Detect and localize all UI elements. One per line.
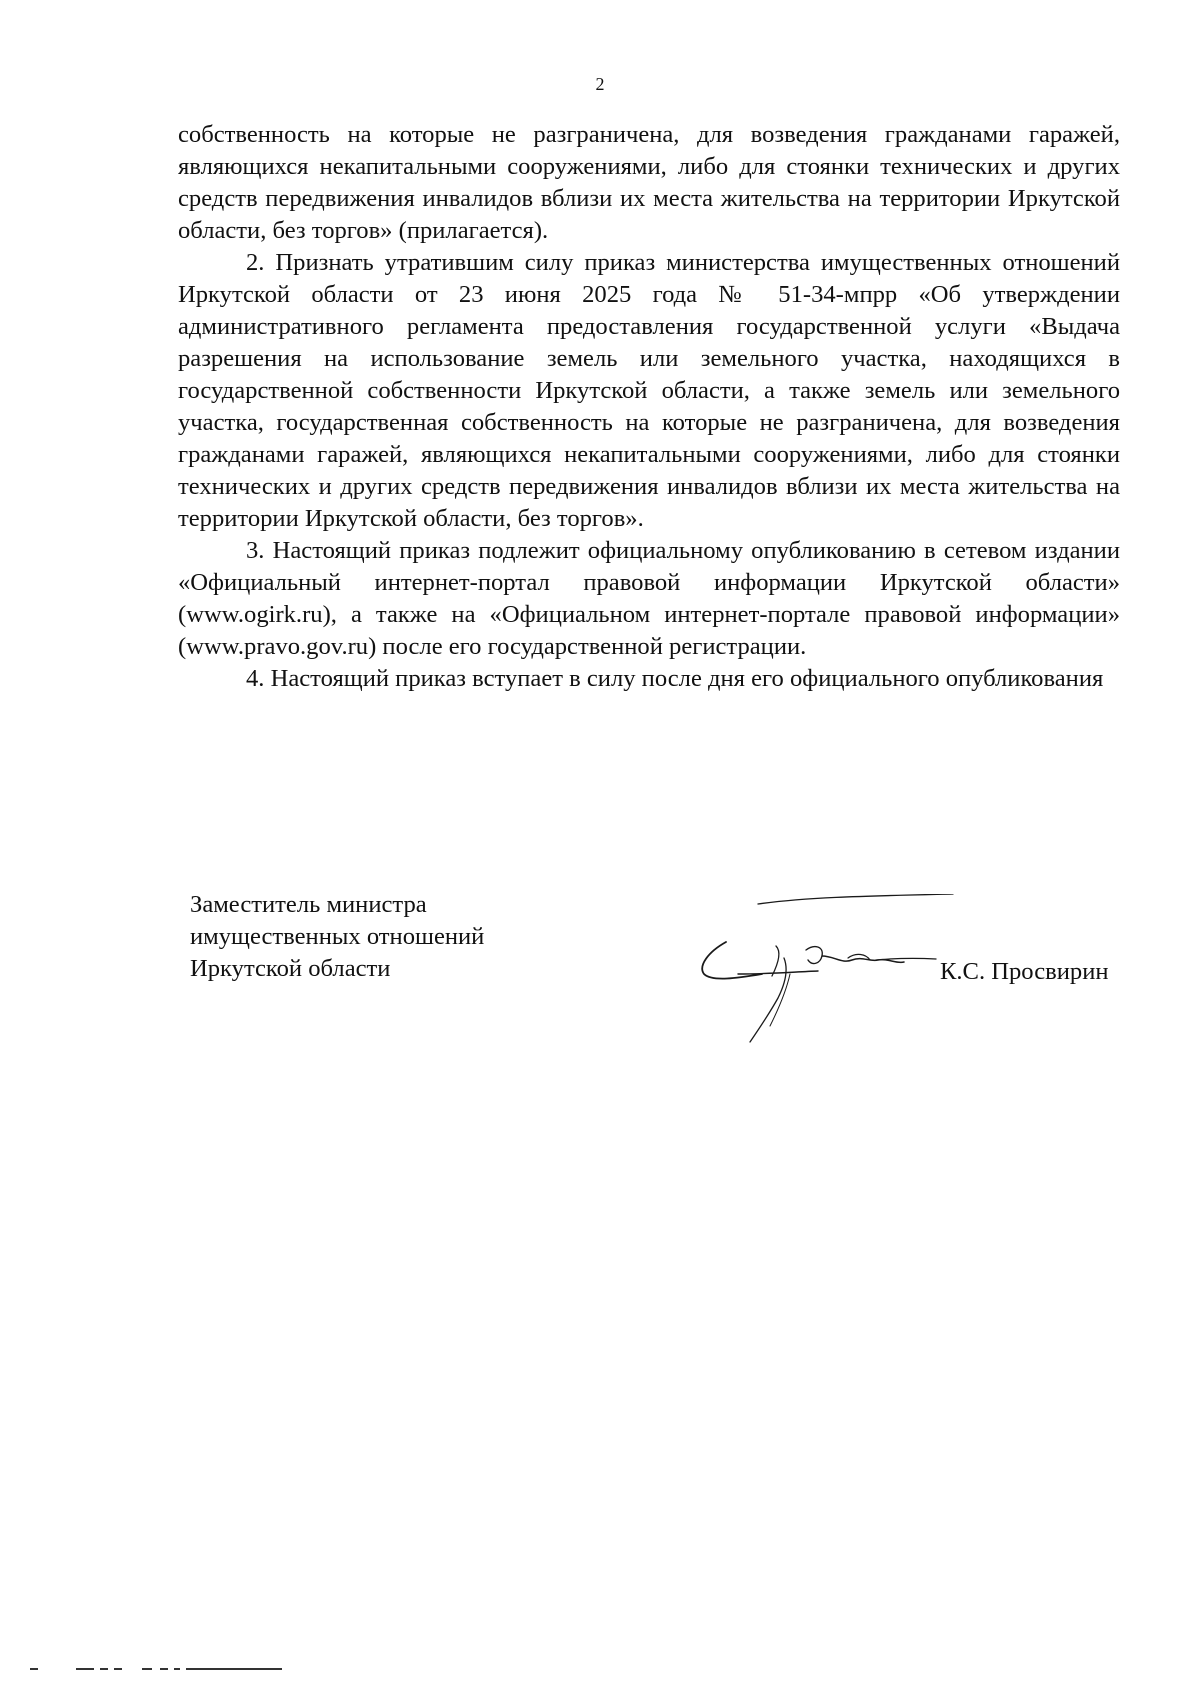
handwritten-signature [698,894,958,1044]
page-number: 2 [595,74,605,94]
signatory-position [190,889,610,985]
signatory-position-line: Заместитель министра [190,891,427,918]
document-body [178,119,1120,695]
paragraph-continuation: собственность на которые не разграничена, для возведения гражданами гаражей, являющихся некапитальными сооружениями, либо для стоянки технических и других средств передвижения инвалидов вблизи их места жительства на территории Иркутской области, без торгов» (прилагается). [178,121,1120,244]
signatory-position-line: имущественных отношений [190,923,485,950]
paragraph-item-3: 3. Настоящий приказ подлежит официальному опубликованию в сетевом издании «Официальный интернет-портал правовой информации Иркутской области» (www.ogirk.ru), а также на «Официальном интернет-портале правовой информации» (www.pravo.gov.ru) после его государственной регистрации. [178,537,1120,660]
signatory-position-line: Иркутской области [190,955,391,982]
scan-footer-marks [30,1666,290,1672]
signatory-name: К.С. Просвирин [940,958,1109,985]
paragraph-item-4: 4. Настоящий приказ вступает в силу после дня его официального опубликования [246,665,1104,692]
paragraph-item-2: 2. Признать утратившим силу приказ министерства имущественных отношений Иркутской области от 23 июня 2025 года № 51-34-мпрр «Об утверждении административного регламента предоставления государственной услуги «Выдача разрешения на использование земель или земельного участка, находящихся в государственной собственности Иркутской области, а также земель или земельного участка, государственная собственность на которые не разграничена, для возведения гражданами гаражей, являющихся некапитальными сооружениями, либо для стоянки технических и других средств передвижения инвалидов вблизи их места жительства на территории Иркутской области, без торгов». [178,249,1120,532]
